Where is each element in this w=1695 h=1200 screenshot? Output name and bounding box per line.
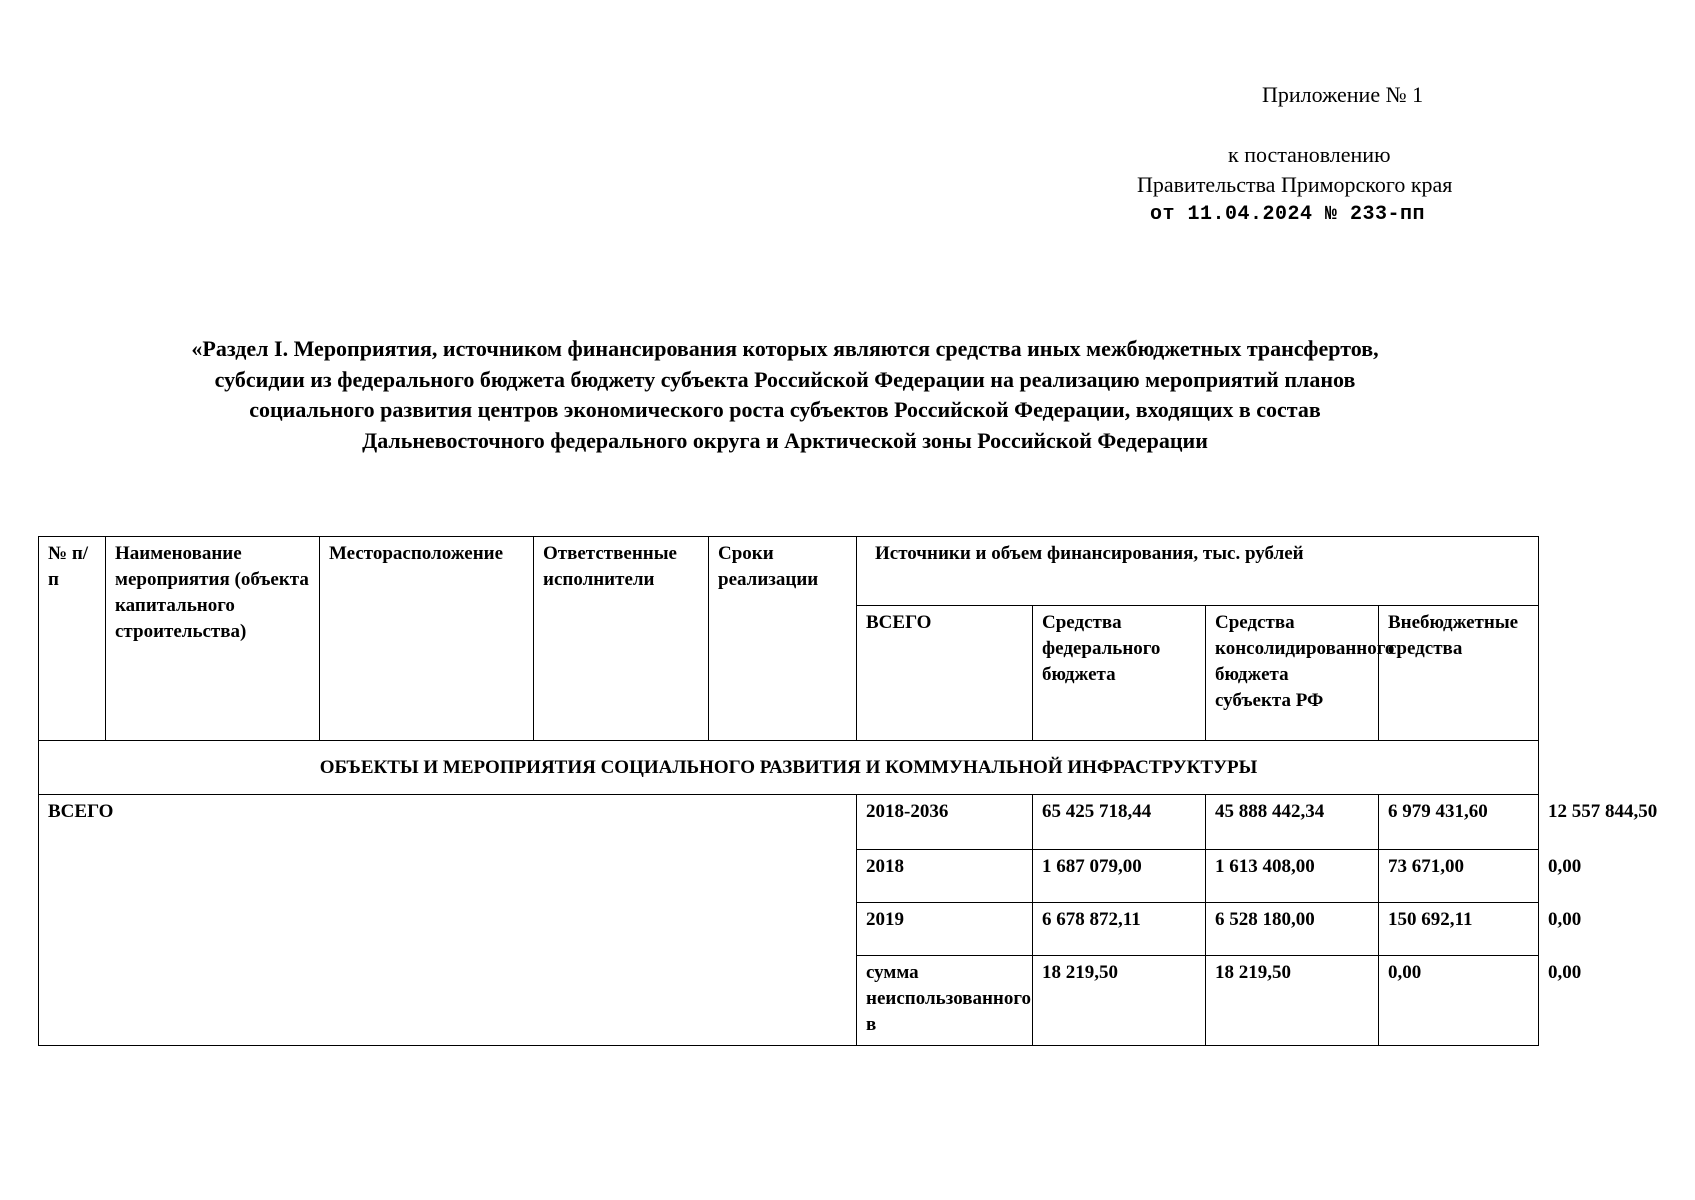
cell-federal: 18 219,50 xyxy=(1206,955,1379,1045)
financing-table xyxy=(38,536,1658,1046)
table-row: сумма неиспользованного в 18 219,50 18 219,50 0,00 0,00 xyxy=(39,955,1539,1045)
cell-period: 2018 xyxy=(857,849,1033,902)
header-name: Наименование мероприятия (объекта капитального строительства) xyxy=(106,537,320,741)
decree-line-2: Правительства Приморского края xyxy=(1137,172,1453,197)
header-total: ВСЕГО xyxy=(857,606,1033,741)
header-location: Месторасположение xyxy=(320,537,534,741)
title-line: субсидии из федерального бюджета бюджету субъекта Российской Федерации на реализацию мероприятий планов xyxy=(214,366,1356,392)
title-line: Дальневосточного федерального округа и Арктической зоны Российской Федерации xyxy=(362,427,1208,453)
header-sources: Источники и объем финансирования, тыс. рублей xyxy=(857,537,1539,606)
table-row: ВСЕГО 2018-2036 65 425 718,44 45 888 442,34 6 979 431,60 12 557 844,50 xyxy=(39,795,1539,849)
cell-consolidated: 6 979 431,60 xyxy=(1379,795,1539,849)
cell-period: сумма неиспользованного в xyxy=(857,955,1033,1045)
header-num: № п/п xyxy=(39,537,106,741)
cell-consolidated: 0,00 xyxy=(1379,955,1539,1045)
cell-total: 6 678 872,11 xyxy=(1033,902,1206,955)
section-heading: ОБЪЕКТЫ И МЕРОПРИЯТИЯ СОЦИАЛЬНОГО РАЗВИТИЯ И КОММУНАЛЬНОЙ ИНФРАСТРУКТУРЫ xyxy=(39,741,1539,795)
section-title xyxy=(40,334,1530,456)
header-consolidated: Средства консолидированного бюджета субъекта РФ xyxy=(1206,606,1379,741)
cell-period: 2018-2036 xyxy=(857,795,1033,849)
cell-consolidated: 150 692,11 xyxy=(1379,902,1539,955)
header-row-1 xyxy=(39,537,1539,606)
cell-consolidated: 73 671,00 xyxy=(1379,849,1539,902)
decree-number-date: от 11.04.2024 № 233-пп xyxy=(1150,203,1426,226)
title-line: «Раздел I. Мероприятия, источником финансирования которых являются средства иных межбюджетных трансфертов, xyxy=(191,336,1379,361)
cell-period: 2019 xyxy=(857,902,1033,955)
header-responsible: Ответственные исполнители xyxy=(534,537,709,741)
table-row: 2019 6 678 872,11 6 528 180,00 150 692,11 0,00 xyxy=(39,902,1539,955)
cell-federal: 6 528 180,00 xyxy=(1206,902,1379,955)
cell-federal: 1 613 408,00 xyxy=(1206,849,1379,902)
appendix-label: Приложение № 1 xyxy=(1262,82,1424,107)
cell-total: 18 219,50 xyxy=(1033,955,1206,1045)
cell-total: 65 425 718,44 xyxy=(1033,795,1206,849)
section-row xyxy=(39,741,1539,795)
cell-federal: 45 888 442,34 xyxy=(1206,795,1379,849)
total-label: ВСЕГО xyxy=(39,795,857,1046)
table-row: 2018 1 687 079,00 1 613 408,00 73 671,00 0,00 xyxy=(39,849,1539,902)
header-federal: Средства федерального бюджета xyxy=(1033,606,1206,741)
header-extrabudget: Внебюджетные средства xyxy=(1379,606,1539,741)
header-terms: Сроки реализации xyxy=(709,537,857,741)
cell-total: 1 687 079,00 xyxy=(1033,849,1206,902)
title-line: социального развития центров экономического роста субъектов Российской Федерации, входящих в состав xyxy=(249,397,1321,422)
decree-line-1: к постановлению xyxy=(1228,142,1391,167)
